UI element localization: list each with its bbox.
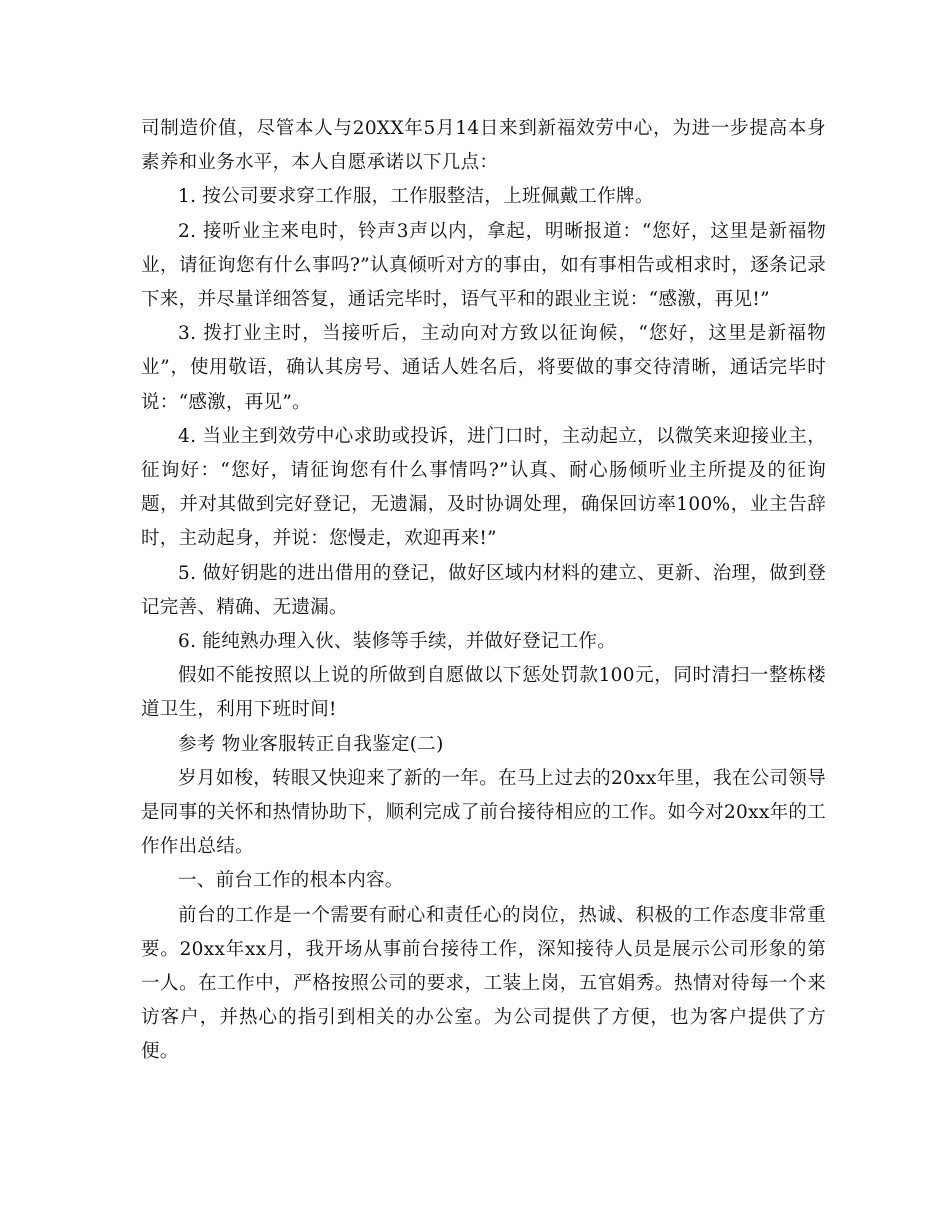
paragraph-item-5: 5. 做好钥匙的进出借用的登记，做好区域内材料的建立、更新、治理，做到登记完善、精确、无遗漏。 — [141, 562, 826, 618]
paragraph-item-6: 6. 能纯熟办理入伙、装修等手续，并做好登记工作。 — [178, 631, 617, 653]
subsection-heading: 一、前台工作的根本内容。 — [178, 870, 404, 892]
paragraph-front-desk: 前台的工作是一个需要有耐心和责任心的岗位，热诚、积极的工作态度非常重要。20xx年xx月，我开场从事前台接待工作，深知接待人员是展示公司形象的第一人。在工作中，严格按照公司的要求，工装上岗，五官娟秀。热情对待每一个来访客户，并热心的指引到相关的办公室。为公司提供了方便，也为客户提供了方便。 — [141, 904, 826, 1063]
paragraph-item-2: 2. 接听业主来电时，铃声3声以内，拿起，明晰报道：“您好，这里是新福物业，请征询您有什么事吗?”认真倾听对方的事由，如有事相告或相求时，逐条记录下来，并尽量详细答复，通话完毕时，语气平和的跟业主说：“感激，再见!” — [141, 220, 826, 311]
paragraph-summary-intro: 岁月如梭，转眼又快迎来了新的一年。在马上过去的20xx年里，我在公司领导是同事的关怀和热情协助下，顺利完成了前台接待相应的工作。如今对20xx年的工作作出总结。 — [141, 767, 826, 858]
paragraph-intro: 司制造价值，尽管本人与20XX年5月14日来到新福效劳中心，为进一步提高本身素养和业务水平，本人自愿承诺以下几点： — [141, 118, 826, 174]
paragraph-item-4: 4. 当业主到效劳中心求助或投诉，进门口时，主动起立，以微笑来迎接业主，征询好：“您好，请征询您有什么事情吗?”认真、耐心肠倾听业主所提及的征询题，并对其做到完好登记，无遗漏，及时协调处理，确保回访率100%，业主告辞时，主动起身，并说：您慢走，欢迎再来!” — [141, 425, 826, 550]
paragraph-item-3: 3. 拨打业主时，当接听后，主动向对方致以征询候，“您好，这里是新福物业”，使用敬语，确认其房号、通话人姓名后，将要做的事交待清晰，通话完毕时说：“感激，再见”。 — [141, 323, 826, 413]
document-body — [141, 112, 826, 1070]
paragraph-penalty: 假如不能按照以上说的所做到自愿做以下惩处罚款100元，同时清扫一整栋楼道卫生，利用下班时间! — [141, 665, 826, 721]
paragraph-item-1: 1. 按公司要求穿工作服，工作服整洁，上班佩戴工作牌。 — [178, 186, 654, 208]
section-heading: 参考 物业客服转正自我鉴定(二) — [178, 733, 444, 755]
